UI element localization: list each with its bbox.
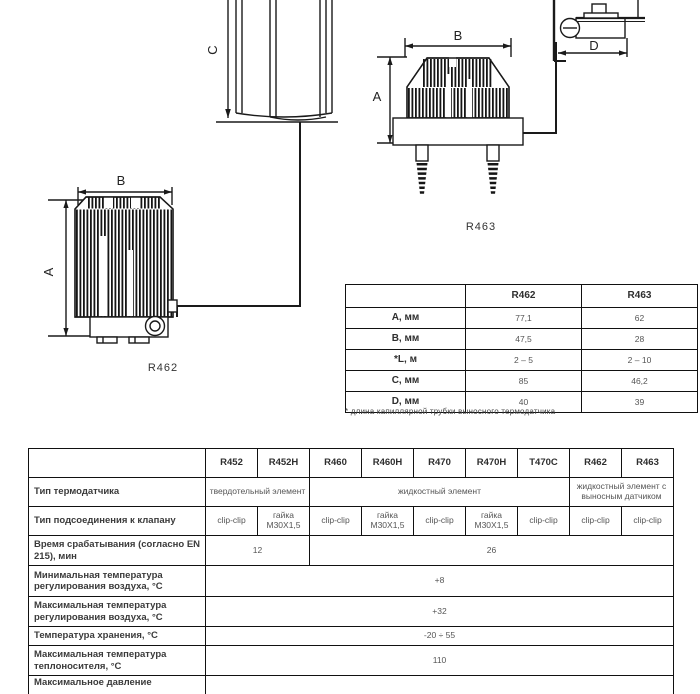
r463-capillary-tube xyxy=(523,42,556,133)
spec-row-label: Минимальная температура регулирования воздуха, °C xyxy=(29,566,206,597)
spec-col-header: R460 xyxy=(310,449,362,478)
spec-cell: clip-clip xyxy=(570,507,622,536)
spec-cell: 26 xyxy=(310,536,674,566)
table-row xyxy=(346,350,698,371)
spec-row-label: Максимальная температура теплоносителя, °C xyxy=(29,646,206,676)
spec-col-header: R452H xyxy=(258,449,310,478)
spec-cell: гайка M30X1,5 xyxy=(258,507,310,536)
table-row xyxy=(346,285,698,308)
spec-cell: clip-clip xyxy=(518,507,570,536)
dimensions-table xyxy=(345,284,698,413)
r462-caption: R462 xyxy=(147,362,179,374)
spec-row-label: Максимальное давление xyxy=(29,676,206,694)
spec-row-label: Максимальная температура регулирования воздуха, °C xyxy=(29,597,206,627)
spec-col-header: R462 xyxy=(570,449,622,478)
spec-cell: +32 xyxy=(206,597,674,627)
dim-value: 46,2 xyxy=(582,371,698,392)
spec-cell: гайка M30X1,5 xyxy=(362,507,414,536)
dim-row-label: B, мм xyxy=(346,329,466,350)
spec-cell: clip-clip xyxy=(414,507,466,536)
spec-row-label: Время срабатывания (согласно EN 215), мин xyxy=(29,536,206,566)
spec-header-row xyxy=(29,449,674,478)
r463-drawing xyxy=(373,0,645,233)
dim-label-a-r462: A xyxy=(41,267,56,277)
dim-value: 62 xyxy=(582,308,698,329)
spec-cell: clip-clip xyxy=(206,507,258,536)
spec-corner-cell xyxy=(29,449,206,478)
spec-row-label: Тип подсоединения к клапану xyxy=(29,507,206,536)
dim-value: 85 xyxy=(466,371,582,392)
dim-label-b-r463: B xyxy=(453,28,463,43)
table-row xyxy=(29,597,674,627)
spec-cell: твердотельный элемент xyxy=(206,478,310,507)
table-row xyxy=(29,627,674,646)
dim-value: 39 xyxy=(582,392,698,413)
spec-cell: 12 xyxy=(206,536,310,566)
r462-drawing xyxy=(41,0,338,374)
dim-value: 2 – 5 xyxy=(466,350,582,371)
dim-label-d: D xyxy=(589,38,599,53)
table-row xyxy=(29,536,674,566)
spec-col-header: R470 xyxy=(414,449,466,478)
dimensions-footnote: * длина капиллярной трубки выносного термодатчика xyxy=(345,407,556,416)
table-row xyxy=(346,371,698,392)
spec-cell: clip-clip xyxy=(310,507,362,536)
dim-label-c: C xyxy=(205,45,220,55)
r463-caption: R463 xyxy=(465,221,497,233)
dim-value: 77,1 xyxy=(466,308,582,329)
dim-row-label: *L, м xyxy=(346,350,466,371)
r463-head xyxy=(393,57,523,145)
r463-sensor-stems xyxy=(416,145,499,194)
spec-cell: жидкостный элемент с выносным датчиком xyxy=(570,478,674,507)
specification-table xyxy=(28,448,674,694)
table-row xyxy=(346,329,698,350)
spec-cell: clip-clip xyxy=(622,507,674,536)
dim-value: 28 xyxy=(582,329,698,350)
r462-capillary-tube xyxy=(177,122,300,317)
dim-label-b-r462: B xyxy=(116,173,126,188)
spec-cell: жидкостный элемент xyxy=(310,478,570,507)
table-row xyxy=(346,308,698,329)
r462-remote-sensor xyxy=(236,0,332,120)
spec-row-label: Температура хранения, °C xyxy=(29,627,206,646)
spec-cell: 110 xyxy=(206,646,674,676)
spec-cell: -20 ÷ 55 xyxy=(206,627,674,646)
table-row xyxy=(29,646,674,676)
spec-col-header: T470C xyxy=(518,449,570,478)
spec-col-header: R460H xyxy=(362,449,414,478)
table-row xyxy=(29,478,674,507)
r463-remote-adjuster xyxy=(554,0,645,61)
r462-head xyxy=(75,197,177,343)
dim-value: 40 xyxy=(466,392,582,413)
dim-label-a-r463: A xyxy=(372,89,382,104)
spec-col-header: R463 xyxy=(622,449,674,478)
spec-cell: гайка M30X1,5 xyxy=(466,507,518,536)
dim-row-label: D, мм xyxy=(346,392,466,413)
dim-row-label: A, мм xyxy=(346,308,466,329)
dim-table-header-r462: R462 xyxy=(466,285,582,308)
spec-cell xyxy=(206,676,674,694)
table-row xyxy=(29,507,674,536)
spec-row-label: Тип термодатчика xyxy=(29,478,206,507)
table-row xyxy=(29,676,674,694)
dim-value: 47,5 xyxy=(466,329,582,350)
dim-row-label: C, мм xyxy=(346,371,466,392)
dim-table-corner xyxy=(346,285,466,308)
spec-col-header: R470H xyxy=(466,449,518,478)
dim-table-header-r463: R463 xyxy=(582,285,698,308)
table-row xyxy=(29,566,674,597)
dim-value: 2 – 10 xyxy=(582,350,698,371)
spec-cell: +8 xyxy=(206,566,674,597)
spec-col-header: R452 xyxy=(206,449,258,478)
